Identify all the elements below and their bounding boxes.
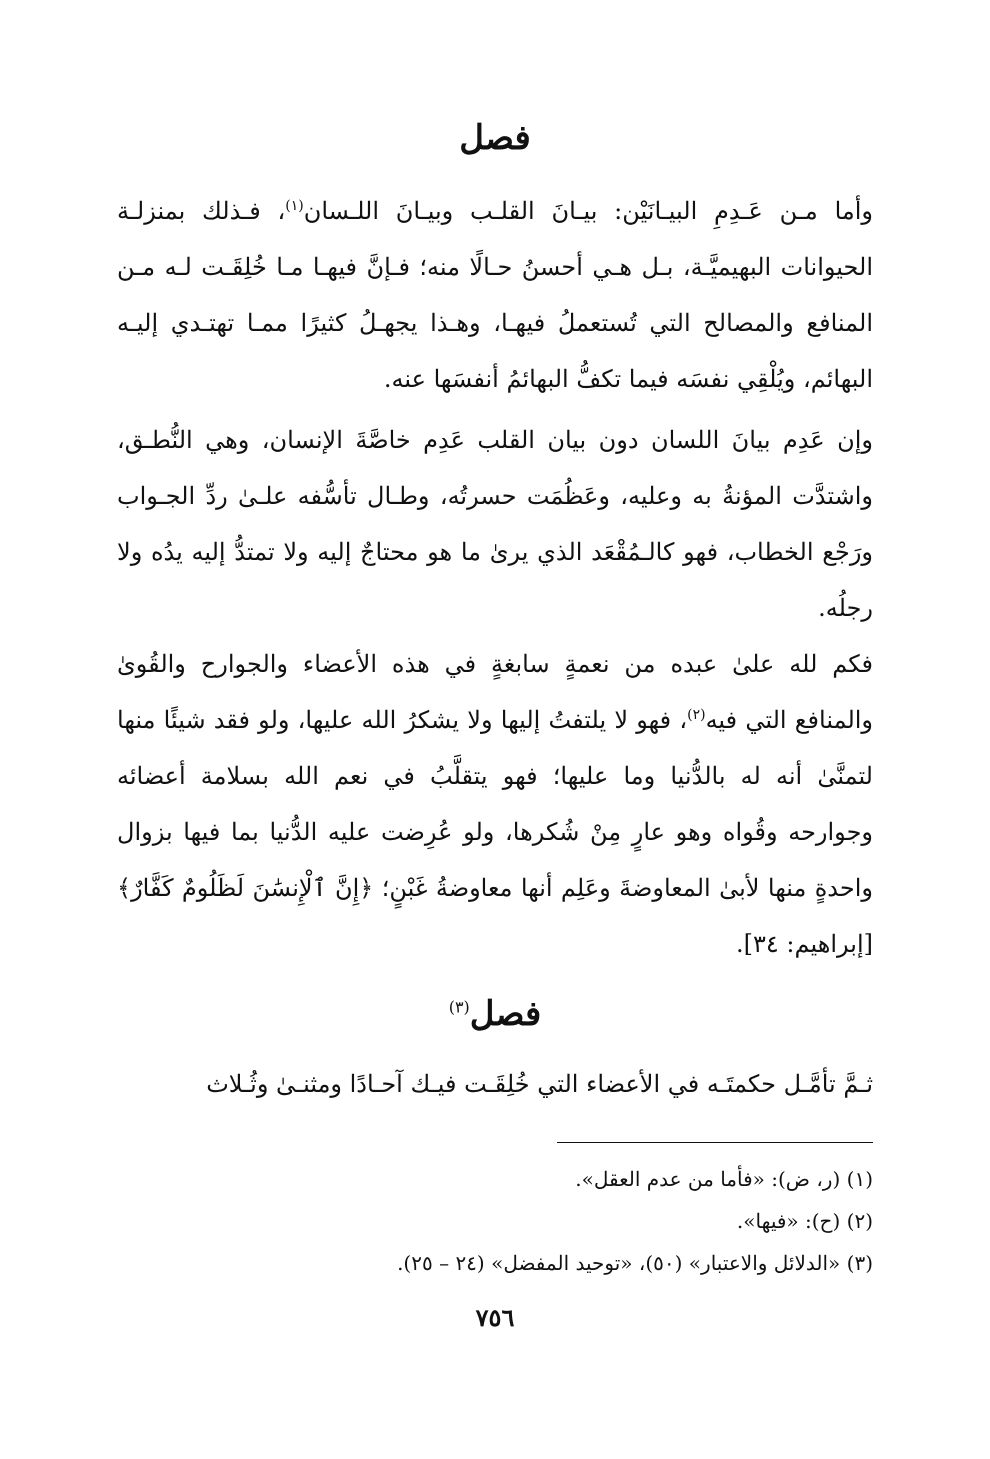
page-number	[117, 1303, 873, 1332]
section-heading-2	[117, 994, 873, 1034]
paragraph-4-text: ثـمَّ تأمَّـل حكمتَـه في الأعضاء التي خُلِقَـت فيـك آحـادًا ومثنـىٰ وثُـلاث	[206, 1070, 873, 1098]
quran-verse: ﴿إِنَّ ٱلْإِنسَٰنَ لَظَلُومٌ كَفَّارٌ﴾	[117, 874, 382, 902]
footnotes	[117, 1158, 873, 1284]
paragraph-3	[117, 636, 873, 972]
section-heading	[117, 118, 873, 158]
footnote-marker-2: (٢)	[687, 707, 706, 723]
paragraph-1-text-a: وأما مـن عَـدِمِ البيـانَيْن: بيـانَ القلـب وبيـانَ اللـسان	[303, 197, 873, 225]
paragraph-3-text-a: فكم لله علىٰ عبده من نعمةٍ سابغةٍ في هذه الأعضاء والجوارح والقُوىٰ والمنافع التي فيه	[117, 650, 874, 734]
footnote-3: (٣) «الدلائل والاعتبار» (٥٠)، «توحيد المفضل» (٢٤ – ٢٥).	[397, 1251, 873, 1275]
paragraph-2-text: وإن عَدِم بيانَ اللسان دون بيان القلب عَدِم خاصَّةَ الإنسان، وهي النُّطـق، واشتدَّت المؤنةُ به وعليه، وعَظُمَت حسرتُه، وطـال تأسُّفه علـىٰ ردِّ الجـواب ورَجْع الخطاب، فهو كالـمُقْعَد الذي يرىٰ ما هو محتاجٌ إليه ولا تمتدُّ إليه يدُه ولا رجلُه.	[117, 426, 874, 622]
quran-reference: [إبراهيم: ٣٤].	[736, 930, 873, 958]
page-number-text: ٧٥٦	[475, 1303, 515, 1332]
paragraph-3-text-b: ، فهو لا يلتفتُ إليها ولا يشكرُ الله عليها، ولو فقد شيئًا منها لتمنَّىٰ أنه له بالدُّنيا وما عليها؛ فهو يتقلَّبُ في نعم الله بسلامة أعضائه وجوارحه وقُواه وهو عارٍ مِنْ شُكرها، ولو عُرِضت عليه الدُّنيا بما فيها بزوال واحدةٍ منها لأبىٰ المعاوضةَ وعَلِم أنها معاوضةُ غَبْنٍ؛	[117, 706, 874, 902]
paragraph-1	[117, 183, 873, 407]
footnote-marker-1: (١)	[285, 198, 304, 214]
section-heading-text: فصل	[459, 118, 531, 158]
section-heading-2-text: فصل	[469, 994, 542, 1034]
paragraph-2	[117, 412, 873, 636]
paragraph-1-text-b: ، فـذلك بمنزلـة الحيوانات البهيميَّـة، بـل هـي أحسنُ حـالًا منه؛ فـإنَّ فيهـا مـا خُلِقَـت لـه مـن المنافع والمصالح التي تُستعملُ فيهـا، وهـذا يجهـلُ كثيرًا ممـا تهتـدي إليـه البهائم، ويُلْقِي نفسَه فيما تكفُّ البهائمُ أنفسَها عنه.	[117, 197, 873, 393]
footnote-marker-3: (٣)	[448, 997, 470, 1017]
footnote-divider	[557, 1142, 873, 1143]
footnote-1: (١) (ر، ض): «فأما من عدم العقل».	[575, 1167, 873, 1191]
paragraph-4	[117, 1056, 873, 1112]
footnote-2: (٢) (ح): «فيها».	[736, 1209, 873, 1233]
